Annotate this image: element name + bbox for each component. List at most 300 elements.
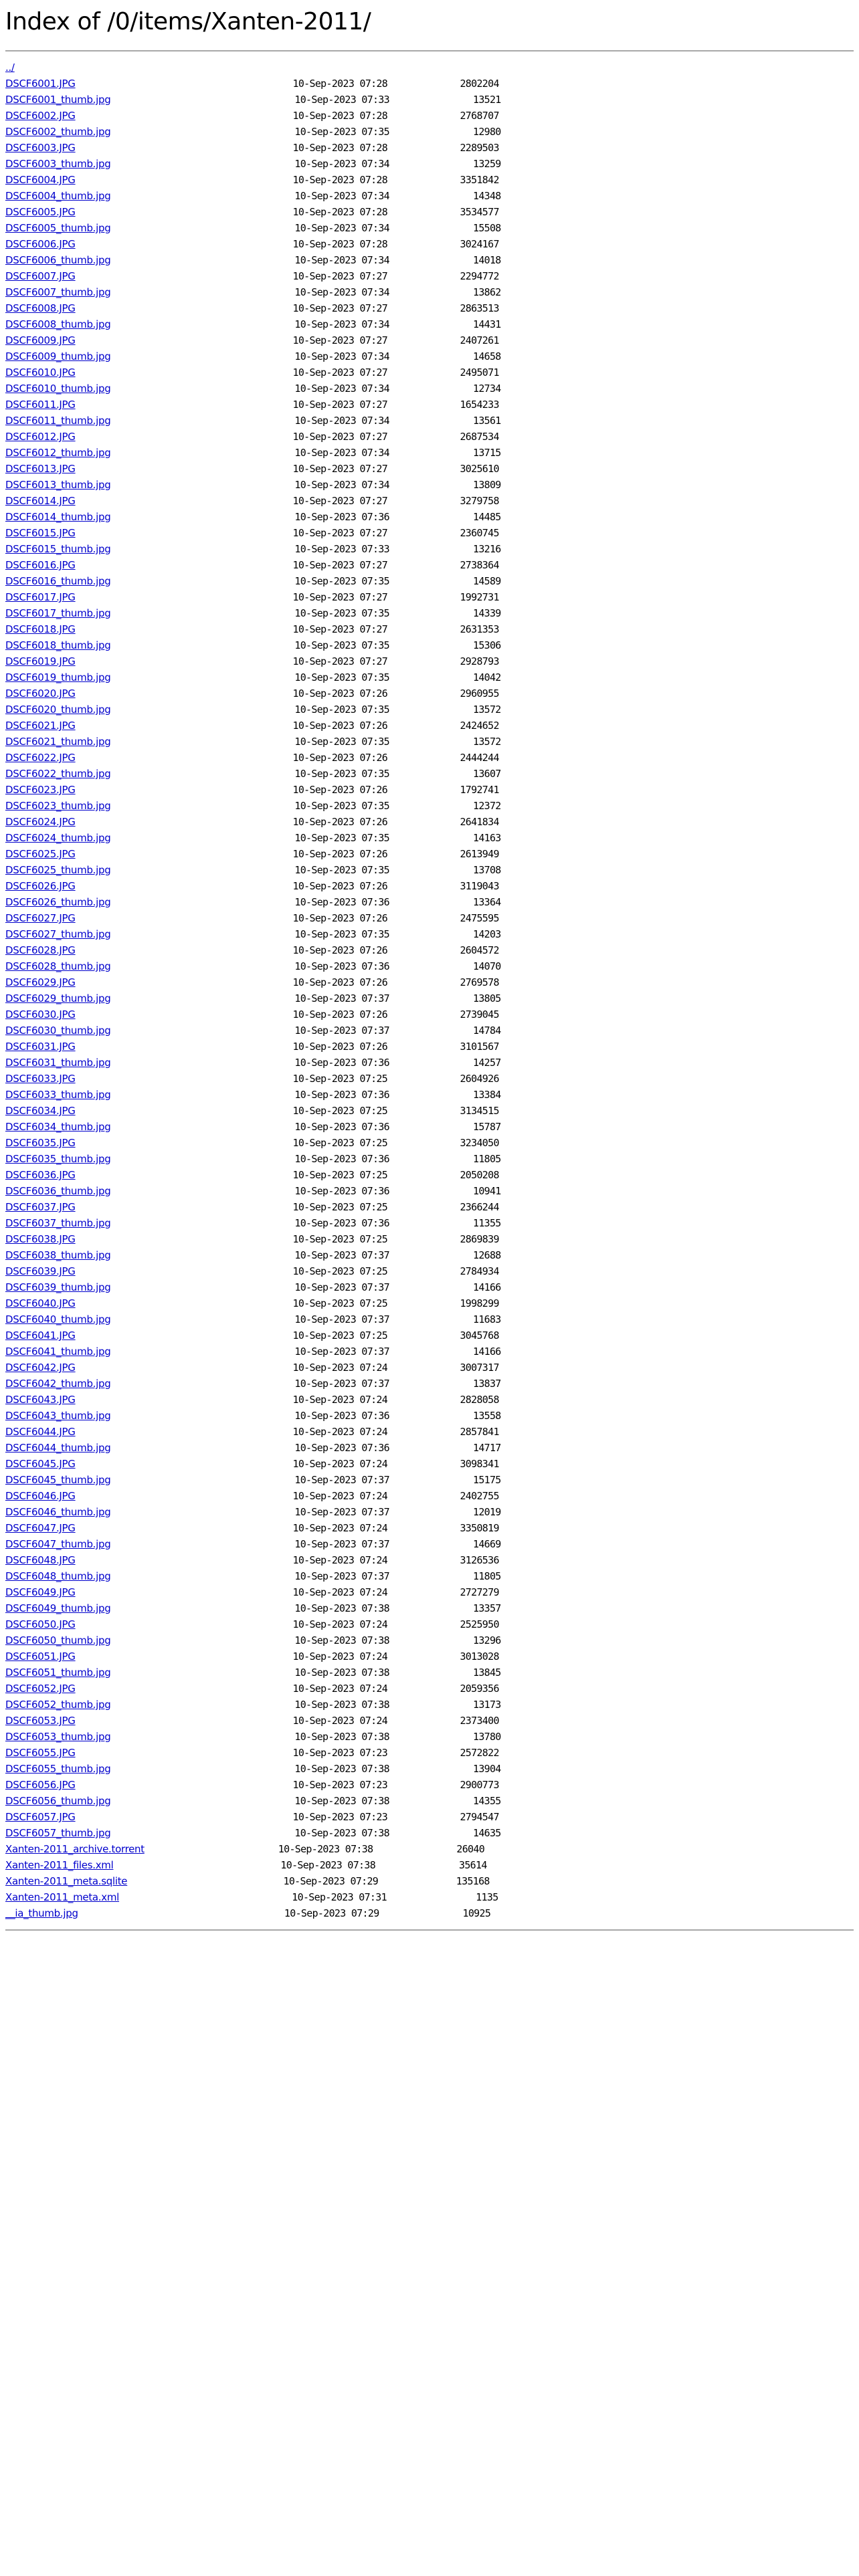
file-link[interactable]: DSCF6030.JPG bbox=[5, 1008, 76, 1021]
file-row bbox=[5, 573, 854, 589]
file-size: 14163 bbox=[472, 832, 501, 844]
file-link[interactable]: DSCF6040.JPG bbox=[5, 1297, 76, 1309]
file-link[interactable]: DSCF6021.JPG bbox=[5, 720, 76, 732]
file-link[interactable]: DSCF6004_thumb.jpg bbox=[5, 190, 111, 202]
file-link[interactable]: DSCF6025_thumb.jpg bbox=[5, 864, 111, 876]
file-link[interactable]: DSCF6034_thumb.jpg bbox=[5, 1121, 111, 1133]
file-date: 10-Sep-2023 07:37 bbox=[294, 1538, 390, 1550]
file-link[interactable]: DSCF6039.JPG bbox=[5, 1265, 76, 1277]
file-link[interactable]: Xanten-2011_meta.xml bbox=[5, 1891, 120, 1903]
file-size: 13837 bbox=[472, 1378, 501, 1390]
file-row bbox=[5, 284, 854, 300]
file-date: 10-Sep-2023 07:27 bbox=[292, 655, 388, 667]
file-row bbox=[5, 910, 854, 926]
file-size: 12688 bbox=[472, 1249, 501, 1261]
file-link[interactable]: DSCF6002.JPG bbox=[5, 110, 76, 122]
file-row bbox=[5, 541, 854, 557]
file-date: 10-Sep-2023 07:34 bbox=[294, 479, 390, 491]
file-link[interactable]: DSCF6022_thumb.jpg bbox=[5, 768, 111, 780]
file-date: 10-Sep-2023 07:37 bbox=[294, 1281, 390, 1293]
file-date: 10-Sep-2023 07:35 bbox=[294, 575, 390, 587]
file-link[interactable]: DSCF6003.JPG bbox=[5, 142, 76, 154]
file-row bbox=[5, 1600, 854, 1616]
parent-directory-link[interactable]: ../ bbox=[5, 62, 15, 74]
file-link[interactable]: DSCF6017_thumb.jpg bbox=[5, 607, 111, 619]
file-size: 3234050 bbox=[460, 1137, 499, 1149]
file-date: 10-Sep-2023 07:27 bbox=[292, 334, 388, 346]
file-link[interactable]: DSCF6053.JPG bbox=[5, 1715, 76, 1727]
file-link[interactable]: DSCF6050.JPG bbox=[5, 1618, 76, 1630]
file-date: 10-Sep-2023 07:35 bbox=[294, 671, 390, 683]
file-size: 13357 bbox=[472, 1602, 501, 1614]
file-size: 11805 bbox=[472, 1153, 501, 1165]
file-size: 2769578 bbox=[460, 976, 499, 988]
file-row bbox=[5, 814, 854, 830]
file-size: 14070 bbox=[472, 960, 501, 972]
file-size: 2050208 bbox=[460, 1169, 499, 1181]
file-row bbox=[5, 1745, 854, 1761]
file-date: 10-Sep-2023 07:27 bbox=[292, 302, 388, 314]
file-link[interactable]: DSCF6007_thumb.jpg bbox=[5, 286, 111, 298]
file-row bbox=[5, 76, 854, 92]
file-link[interactable]: DSCF6031.JPG bbox=[5, 1041, 76, 1053]
file-date: 10-Sep-2023 07:34 bbox=[294, 190, 390, 202]
file-link[interactable]: DSCF6011_thumb.jpg bbox=[5, 415, 111, 427]
file-size: 13572 bbox=[472, 704, 501, 716]
file-link[interactable]: DSCF6012.JPG bbox=[5, 431, 76, 443]
file-link[interactable]: Xanten-2011_files.xml bbox=[5, 1859, 114, 1871]
file-link[interactable]: DSCF6047.JPG bbox=[5, 1522, 76, 1534]
file-row bbox=[5, 124, 854, 140]
file-link[interactable]: DSCF6053_thumb.jpg bbox=[5, 1731, 111, 1743]
file-size: 2802204 bbox=[460, 78, 499, 90]
file-link[interactable]: DSCF6001.JPG bbox=[5, 78, 76, 90]
file-size: 13216 bbox=[472, 543, 501, 555]
file-link[interactable]: DSCF6009.JPG bbox=[5, 334, 76, 346]
file-date: 10-Sep-2023 07:26 bbox=[292, 687, 388, 700]
file-link[interactable]: DSCF6014_thumb.jpg bbox=[5, 511, 111, 523]
file-link[interactable]: DSCF6019.JPG bbox=[5, 655, 76, 667]
file-link[interactable]: DSCF6010.JPG bbox=[5, 366, 76, 379]
file-link[interactable]: DSCF6013.JPG bbox=[5, 463, 76, 475]
file-link[interactable]: DSCF6056.JPG bbox=[5, 1779, 76, 1791]
file-row bbox=[5, 220, 854, 236]
file-link[interactable]: DSCF6023_thumb.jpg bbox=[5, 800, 111, 812]
file-row bbox=[5, 1183, 854, 1199]
file-row bbox=[5, 621, 854, 637]
file-date: 10-Sep-2023 07:28 bbox=[292, 78, 388, 90]
file-row bbox=[5, 1039, 854, 1055]
file-link[interactable]: DSCF6041.JPG bbox=[5, 1329, 76, 1341]
file-link[interactable]: DSCF6019_thumb.jpg bbox=[5, 671, 111, 683]
file-link[interactable]: DSCF6027.JPG bbox=[5, 912, 76, 924]
file-link[interactable]: DSCF6047_thumb.jpg bbox=[5, 1538, 111, 1550]
file-row bbox=[5, 252, 854, 268]
file-date: 10-Sep-2023 07:38 bbox=[294, 1667, 390, 1679]
file-link[interactable]: DSCF6033.JPG bbox=[5, 1073, 76, 1085]
file-link[interactable]: DSCF6035.JPG bbox=[5, 1137, 76, 1149]
file-date: 10-Sep-2023 07:24 bbox=[292, 1683, 388, 1695]
file-link[interactable]: DSCF6037.JPG bbox=[5, 1201, 76, 1213]
file-link[interactable]: Xanten-2011_meta.sqlite bbox=[5, 1875, 128, 1887]
file-date: 10-Sep-2023 07:33 bbox=[294, 94, 390, 106]
file-link[interactable]: DSCF6048_thumb.jpg bbox=[5, 1570, 111, 1582]
file-date: 10-Sep-2023 07:37 bbox=[294, 1570, 390, 1582]
file-size: 14717 bbox=[472, 1442, 501, 1454]
file-date: 10-Sep-2023 07:24 bbox=[292, 1522, 388, 1534]
file-row bbox=[5, 1440, 854, 1456]
file-date: 10-Sep-2023 07:36 bbox=[294, 960, 390, 972]
file-date: 10-Sep-2023 07:36 bbox=[294, 1153, 390, 1165]
file-link[interactable]: DSCF6044.JPG bbox=[5, 1426, 76, 1438]
file-link[interactable]: DSCF6005.JPG bbox=[5, 206, 76, 218]
file-link[interactable]: DSCF6044_thumb.jpg bbox=[5, 1442, 111, 1454]
file-date: 10-Sep-2023 07:36 bbox=[294, 1217, 390, 1229]
file-link[interactable]: DSCF6039_thumb.jpg bbox=[5, 1281, 111, 1293]
file-size: 2402755 bbox=[460, 1490, 499, 1502]
file-size: 2928793 bbox=[460, 655, 499, 667]
file-link[interactable]: DSCF6038.JPG bbox=[5, 1233, 76, 1245]
file-size: 13558 bbox=[472, 1410, 501, 1422]
file-size: 2857841 bbox=[460, 1426, 499, 1438]
file-row bbox=[5, 397, 854, 413]
file-date: 10-Sep-2023 07:34 bbox=[294, 158, 390, 170]
file-row bbox=[5, 589, 854, 605]
file-link[interactable]: DSCF6013_thumb.jpg bbox=[5, 479, 111, 491]
file-size: 15306 bbox=[472, 639, 501, 651]
file-link[interactable]: DSCF6010_thumb.jpg bbox=[5, 383, 111, 395]
file-date: 10-Sep-2023 07:38 bbox=[278, 1843, 373, 1855]
file-link[interactable]: DSCF6021_thumb.jpg bbox=[5, 736, 111, 748]
file-size: 2739045 bbox=[460, 1008, 499, 1021]
file-row bbox=[5, 974, 854, 990]
file-row bbox=[5, 1279, 854, 1295]
file-size: 14355 bbox=[472, 1795, 501, 1807]
file-link[interactable]: DSCF6052_thumb.jpg bbox=[5, 1699, 111, 1711]
file-date: 10-Sep-2023 07:26 bbox=[292, 816, 388, 828]
file-link[interactable]: DSCF6043_thumb.jpg bbox=[5, 1410, 111, 1422]
file-date: 10-Sep-2023 07:38 bbox=[294, 1634, 390, 1646]
file-size: 3279758 bbox=[460, 495, 499, 507]
file-size: 2641834 bbox=[460, 816, 499, 828]
file-link[interactable]: DSCF6006_thumb.jpg bbox=[5, 254, 111, 266]
file-link[interactable]: DSCF6055_thumb.jpg bbox=[5, 1763, 111, 1775]
file-size: 14485 bbox=[472, 511, 501, 523]
file-link[interactable]: DSCF6024_thumb.jpg bbox=[5, 832, 111, 844]
file-link[interactable]: DSCF6029_thumb.jpg bbox=[5, 992, 111, 1004]
file-row bbox=[5, 300, 854, 316]
file-link[interactable]: DSCF6018.JPG bbox=[5, 623, 76, 635]
file-link[interactable]: DSCF6015.JPG bbox=[5, 527, 76, 539]
file-link[interactable]: DSCF6002_thumb.jpg bbox=[5, 126, 111, 138]
file-size: 14257 bbox=[472, 1057, 501, 1069]
file-date: 10-Sep-2023 07:36 bbox=[294, 896, 390, 908]
file-link[interactable]: DSCF6038_thumb.jpg bbox=[5, 1249, 111, 1261]
file-link[interactable]: DSCF6042_thumb.jpg bbox=[5, 1378, 111, 1390]
file-row bbox=[5, 108, 854, 124]
file-link[interactable]: DSCF6057_thumb.jpg bbox=[5, 1827, 111, 1839]
file-date: 10-Sep-2023 07:26 bbox=[292, 1008, 388, 1021]
file-link[interactable]: DSCF6005_thumb.jpg bbox=[5, 222, 111, 234]
file-size: 13173 bbox=[472, 1699, 501, 1711]
file-date: 10-Sep-2023 07:28 bbox=[292, 142, 388, 154]
file-row bbox=[5, 1504, 854, 1520]
file-date: 10-Sep-2023 07:35 bbox=[294, 607, 390, 619]
file-date: 10-Sep-2023 07:27 bbox=[292, 559, 388, 571]
file-link[interactable]: DSCF6033_thumb.jpg bbox=[5, 1089, 111, 1101]
file-link[interactable]: DSCF6016.JPG bbox=[5, 559, 76, 571]
file-row bbox=[5, 1263, 854, 1279]
file-size: 2366244 bbox=[460, 1201, 499, 1213]
file-row bbox=[5, 204, 854, 220]
file-date: 10-Sep-2023 07:33 bbox=[294, 543, 390, 555]
file-link[interactable]: Xanten-2011_archive.torrent bbox=[5, 1843, 145, 1855]
file-link[interactable]: DSCF6008_thumb.jpg bbox=[5, 318, 111, 330]
file-size: 1135 bbox=[476, 1891, 498, 1903]
file-link[interactable]: DSCF6030_thumb.jpg bbox=[5, 1025, 111, 1037]
file-size: 2294772 bbox=[460, 270, 499, 282]
file-link[interactable]: DSCF6024.JPG bbox=[5, 816, 76, 828]
file-link[interactable]: DSCF6056_thumb.jpg bbox=[5, 1795, 111, 1807]
file-size: 2631353 bbox=[460, 623, 499, 635]
file-date: 10-Sep-2023 07:35 bbox=[294, 768, 390, 780]
file-size: 2727279 bbox=[460, 1586, 499, 1598]
file-link[interactable]: DSCF6051_thumb.jpg bbox=[5, 1667, 111, 1679]
file-link[interactable]: DSCF6041_thumb.jpg bbox=[5, 1346, 111, 1358]
file-link[interactable]: DSCF6004.JPG bbox=[5, 174, 76, 186]
file-size: 2475595 bbox=[460, 912, 499, 924]
file-size: 3350819 bbox=[460, 1522, 499, 1534]
file-row bbox=[5, 1552, 854, 1568]
file-date: 10-Sep-2023 07:37 bbox=[294, 1025, 390, 1037]
file-link[interactable]: DSCF6046.JPG bbox=[5, 1490, 76, 1502]
file-link[interactable]: DSCF6040_thumb.jpg bbox=[5, 1313, 111, 1325]
file-row bbox=[5, 477, 854, 493]
file-row bbox=[5, 381, 854, 397]
file-size: 2289503 bbox=[460, 142, 499, 154]
file-date: 10-Sep-2023 07:35 bbox=[294, 800, 390, 812]
file-date: 10-Sep-2023 07:26 bbox=[292, 752, 388, 764]
file-size: 1992731 bbox=[460, 591, 499, 603]
file-date: 10-Sep-2023 07:24 bbox=[292, 1394, 388, 1406]
file-size: 14784 bbox=[472, 1025, 501, 1037]
file-size: 2900773 bbox=[460, 1779, 499, 1791]
file-size: 13259 bbox=[472, 158, 501, 170]
file-link[interactable]: DSCF6003_thumb.jpg bbox=[5, 158, 111, 170]
file-row bbox=[5, 1729, 854, 1745]
file-row bbox=[5, 958, 854, 974]
file-row bbox=[5, 1376, 854, 1392]
file-size: 14589 bbox=[472, 575, 501, 587]
file-row bbox=[5, 413, 854, 429]
file-link[interactable]: DSCF6043.JPG bbox=[5, 1394, 76, 1406]
file-row bbox=[5, 766, 854, 782]
file-date: 10-Sep-2023 07:24 bbox=[292, 1458, 388, 1470]
file-size: 11355 bbox=[472, 1217, 501, 1229]
file-size: 13572 bbox=[472, 736, 501, 748]
file-date: 10-Sep-2023 07:35 bbox=[294, 639, 390, 651]
file-date: 10-Sep-2023 07:36 bbox=[294, 1442, 390, 1454]
file-link[interactable]: DSCF6035_thumb.jpg bbox=[5, 1153, 111, 1165]
file-link[interactable]: DSCF6011.JPG bbox=[5, 399, 76, 411]
file-link[interactable]: DSCF6025.JPG bbox=[5, 848, 76, 860]
file-link[interactable]: DSCF6052.JPG bbox=[5, 1683, 76, 1695]
file-size: 13561 bbox=[472, 415, 501, 427]
file-link[interactable]: DSCF6007.JPG bbox=[5, 270, 76, 282]
file-date: 10-Sep-2023 07:25 bbox=[292, 1137, 388, 1149]
file-link[interactable]: DSCF6012_thumb.jpg bbox=[5, 447, 111, 459]
file-date: 10-Sep-2023 07:24 bbox=[292, 1426, 388, 1438]
file-link[interactable]: DSCF6048.JPG bbox=[5, 1554, 76, 1566]
file-date: 10-Sep-2023 07:26 bbox=[292, 784, 388, 796]
file-link[interactable]: DSCF6046_thumb.jpg bbox=[5, 1506, 111, 1518]
file-date: 10-Sep-2023 07:35 bbox=[294, 928, 390, 940]
file-date: 10-Sep-2023 07:34 bbox=[294, 415, 390, 427]
file-row bbox=[5, 1295, 854, 1311]
file-row bbox=[5, 557, 854, 573]
file-row bbox=[5, 236, 854, 252]
file-row bbox=[5, 1905, 854, 1921]
file-row bbox=[5, 1665, 854, 1681]
file-size: 14348 bbox=[472, 190, 501, 202]
file-size: 14042 bbox=[472, 671, 501, 683]
file-date: 10-Sep-2023 07:26 bbox=[292, 1041, 388, 1053]
file-size: 15508 bbox=[472, 222, 501, 234]
file-date: 10-Sep-2023 07:37 bbox=[294, 1378, 390, 1390]
file-link[interactable]: DSCF6020_thumb.jpg bbox=[5, 704, 111, 716]
file-date: 10-Sep-2023 07:36 bbox=[294, 1410, 390, 1422]
file-link[interactable]: DSCF6016_thumb.jpg bbox=[5, 575, 111, 587]
file-size: 14018 bbox=[472, 254, 501, 266]
file-size: 15175 bbox=[472, 1474, 501, 1486]
file-date: 10-Sep-2023 07:25 bbox=[292, 1169, 388, 1181]
file-size: 2863513 bbox=[460, 302, 499, 314]
file-date: 10-Sep-2023 07:38 bbox=[294, 1699, 390, 1711]
file-link[interactable]: DSCF6028_thumb.jpg bbox=[5, 960, 111, 972]
file-link[interactable]: DSCF6022.JPG bbox=[5, 752, 76, 764]
file-row bbox=[5, 990, 854, 1006]
file-link[interactable]: DSCF6045_thumb.jpg bbox=[5, 1474, 111, 1486]
file-link[interactable]: DSCF6031_thumb.jpg bbox=[5, 1057, 111, 1069]
file-size: 2794547 bbox=[460, 1811, 499, 1823]
file-link[interactable]: DSCF6042.JPG bbox=[5, 1362, 76, 1374]
file-link[interactable]: DSCF6057.JPG bbox=[5, 1811, 76, 1823]
file-date: 10-Sep-2023 07:34 bbox=[294, 286, 390, 298]
file-size: 13845 bbox=[472, 1667, 501, 1679]
file-link[interactable]: DSCF6049_thumb.jpg bbox=[5, 1602, 111, 1614]
file-row bbox=[5, 1648, 854, 1665]
file-row bbox=[5, 1424, 854, 1440]
file-size: 2738364 bbox=[460, 559, 499, 571]
file-size: 2525950 bbox=[460, 1618, 499, 1630]
file-size: 2768707 bbox=[460, 110, 499, 122]
file-link[interactable]: DSCF6036_thumb.jpg bbox=[5, 1185, 111, 1197]
file-row bbox=[5, 1344, 854, 1360]
file-date: 10-Sep-2023 07:36 bbox=[294, 1185, 390, 1197]
file-row bbox=[5, 750, 854, 766]
file-link[interactable]: DSCF6029.JPG bbox=[5, 976, 76, 988]
file-size: 12980 bbox=[472, 126, 501, 138]
file-date: 10-Sep-2023 07:26 bbox=[292, 912, 388, 924]
file-size: 14669 bbox=[472, 1538, 501, 1550]
file-size: 15787 bbox=[472, 1121, 501, 1133]
file-link[interactable]: DSCF6034.JPG bbox=[5, 1105, 76, 1117]
file-row bbox=[5, 156, 854, 172]
file-size: 14658 bbox=[472, 350, 501, 362]
file-row bbox=[5, 1681, 854, 1697]
file-size: 2613949 bbox=[460, 848, 499, 860]
file-row bbox=[5, 1825, 854, 1841]
file-link[interactable]: __ia_thumb.jpg bbox=[5, 1907, 78, 1919]
file-date: 10-Sep-2023 07:29 bbox=[284, 1907, 379, 1919]
file-link[interactable]: DSCF6001_thumb.jpg bbox=[5, 94, 111, 106]
file-link[interactable]: DSCF6006.JPG bbox=[5, 238, 76, 250]
file-link[interactable]: DSCF6020.JPG bbox=[5, 687, 76, 700]
file-row bbox=[5, 188, 854, 204]
file-size: 14203 bbox=[472, 928, 501, 940]
file-link[interactable]: DSCF6051.JPG bbox=[5, 1650, 76, 1662]
file-link[interactable]: DSCF6028.JPG bbox=[5, 944, 76, 956]
file-date: 10-Sep-2023 07:27 bbox=[292, 399, 388, 411]
file-row bbox=[5, 846, 854, 862]
file-link[interactable]: DSCF6026_thumb.jpg bbox=[5, 896, 111, 908]
parent-directory-row bbox=[5, 60, 854, 76]
file-link[interactable]: DSCF6055.JPG bbox=[5, 1747, 76, 1759]
file-date: 10-Sep-2023 07:25 bbox=[292, 1073, 388, 1085]
file-row bbox=[5, 1697, 854, 1713]
file-row bbox=[5, 1873, 854, 1889]
file-date: 10-Sep-2023 07:34 bbox=[294, 447, 390, 459]
file-row bbox=[5, 1215, 854, 1231]
file-date: 10-Sep-2023 07:36 bbox=[294, 511, 390, 523]
file-size: 2444244 bbox=[460, 752, 499, 764]
file-size: 2572822 bbox=[460, 1747, 499, 1759]
file-row bbox=[5, 1231, 854, 1247]
file-size: 3351842 bbox=[460, 174, 499, 186]
file-date: 10-Sep-2023 07:35 bbox=[294, 832, 390, 844]
file-link[interactable]: DSCF6026.JPG bbox=[5, 880, 76, 892]
file-link[interactable]: DSCF6027_thumb.jpg bbox=[5, 928, 111, 940]
file-size: 13384 bbox=[472, 1089, 501, 1101]
file-link[interactable]: DSCF6037_thumb.jpg bbox=[5, 1217, 111, 1229]
file-link[interactable]: DSCF6018_thumb.jpg bbox=[5, 639, 111, 651]
file-link[interactable]: DSCF6015_thumb.jpg bbox=[5, 543, 111, 555]
file-link[interactable]: DSCF6009_thumb.jpg bbox=[5, 350, 111, 362]
file-link[interactable]: DSCF6023.JPG bbox=[5, 784, 76, 796]
file-size: 14166 bbox=[472, 1281, 501, 1293]
file-size: 12372 bbox=[472, 800, 501, 812]
file-link[interactable]: DSCF6049.JPG bbox=[5, 1586, 76, 1598]
file-link[interactable]: DSCF6008.JPG bbox=[5, 302, 76, 314]
file-row bbox=[5, 702, 854, 718]
file-link[interactable]: DSCF6036.JPG bbox=[5, 1169, 76, 1181]
file-row bbox=[5, 1632, 854, 1648]
file-row bbox=[5, 1488, 854, 1504]
file-date: 10-Sep-2023 07:25 bbox=[292, 1265, 388, 1277]
file-link[interactable]: DSCF6045.JPG bbox=[5, 1458, 76, 1470]
file-link[interactable]: DSCF6014.JPG bbox=[5, 495, 76, 507]
file-link[interactable]: DSCF6017.JPG bbox=[5, 591, 76, 603]
file-date: 10-Sep-2023 07:27 bbox=[292, 431, 388, 443]
file-row bbox=[5, 1087, 854, 1103]
file-row bbox=[5, 525, 854, 541]
file-size: 3101567 bbox=[460, 1041, 499, 1053]
file-size: 3534577 bbox=[460, 206, 499, 218]
file-row bbox=[5, 1456, 854, 1472]
file-date: 10-Sep-2023 07:38 bbox=[294, 1827, 390, 1839]
file-row bbox=[5, 1151, 854, 1167]
file-link[interactable]: DSCF6050_thumb.jpg bbox=[5, 1634, 111, 1646]
